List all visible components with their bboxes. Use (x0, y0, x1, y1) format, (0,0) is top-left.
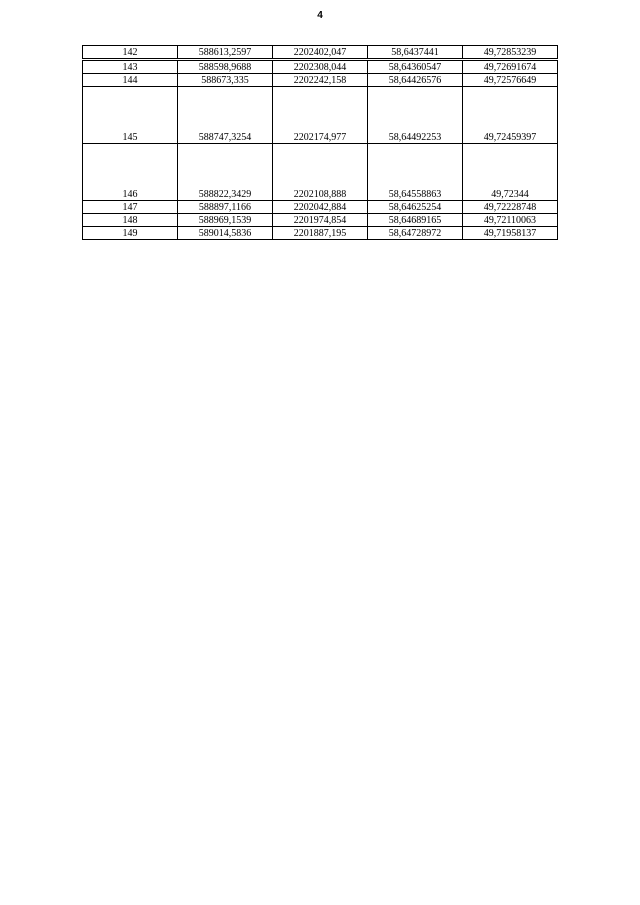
table-row (83, 87, 558, 144)
table-row (83, 201, 558, 214)
table-row (83, 60, 558, 74)
longitude-cell: 49,72344 (463, 144, 558, 201)
longitude-cell: 49,72110063 (463, 214, 558, 227)
table-row (83, 214, 558, 227)
latitude-cell: 58,64558863 (368, 144, 463, 201)
point-id-cell: 149 (83, 227, 178, 240)
table-row (83, 227, 558, 240)
table-row (83, 74, 558, 87)
point-id-cell: 143 (83, 60, 178, 74)
point-id-cell: 142 (83, 46, 178, 60)
y-coordinate-cell: 2202174,977 (273, 87, 368, 144)
point-id-cell: 145 (83, 87, 178, 144)
y-coordinate-cell: 2202042,884 (273, 201, 368, 214)
x-coordinate-cell: 588969,1539 (178, 214, 273, 227)
y-coordinate-cell: 2202242,158 (273, 74, 368, 87)
latitude-cell: 58,64728972 (368, 227, 463, 240)
y-coordinate-cell: 2202108,888 (273, 144, 368, 201)
longitude-cell: 49,71958137 (463, 227, 558, 240)
latitude-cell: 58,64426576 (368, 74, 463, 87)
x-coordinate-cell: 588598,9688 (178, 60, 273, 74)
x-coordinate-cell: 588747,3254 (178, 87, 273, 144)
x-coordinate-cell: 588673,335 (178, 74, 273, 87)
point-id-cell: 148 (83, 214, 178, 227)
y-coordinate-cell: 2201887,195 (273, 227, 368, 240)
latitude-cell: 58,64360547 (368, 60, 463, 74)
longitude-cell: 49,72459397 (463, 87, 558, 144)
longitude-cell: 49,72691674 (463, 60, 558, 74)
y-coordinate-cell: 2202402,047 (273, 46, 368, 60)
latitude-cell: 58,64689165 (368, 214, 463, 227)
x-coordinate-cell: 588897,1166 (178, 201, 273, 214)
x-coordinate-cell: 589014,5836 (178, 227, 273, 240)
page-number: 4 (317, 10, 323, 21)
point-id-cell: 147 (83, 201, 178, 214)
coordinates-table (82, 45, 558, 240)
table-row (83, 144, 558, 201)
latitude-cell: 58,6437441 (368, 46, 463, 60)
longitude-cell: 49,72853239 (463, 46, 558, 60)
y-coordinate-cell: 2201974,854 (273, 214, 368, 227)
longitude-cell: 49,72576649 (463, 74, 558, 87)
table-row (83, 46, 558, 60)
x-coordinate-cell: 588822,3429 (178, 144, 273, 201)
latitude-cell: 58,64625254 (368, 201, 463, 214)
longitude-cell: 49,72228748 (463, 201, 558, 214)
x-coordinate-cell: 588613,2597 (178, 46, 273, 60)
y-coordinate-cell: 2202308,044 (273, 60, 368, 74)
point-id-cell: 144 (83, 74, 178, 87)
latitude-cell: 58,64492253 (368, 87, 463, 144)
point-id-cell: 146 (83, 144, 178, 201)
